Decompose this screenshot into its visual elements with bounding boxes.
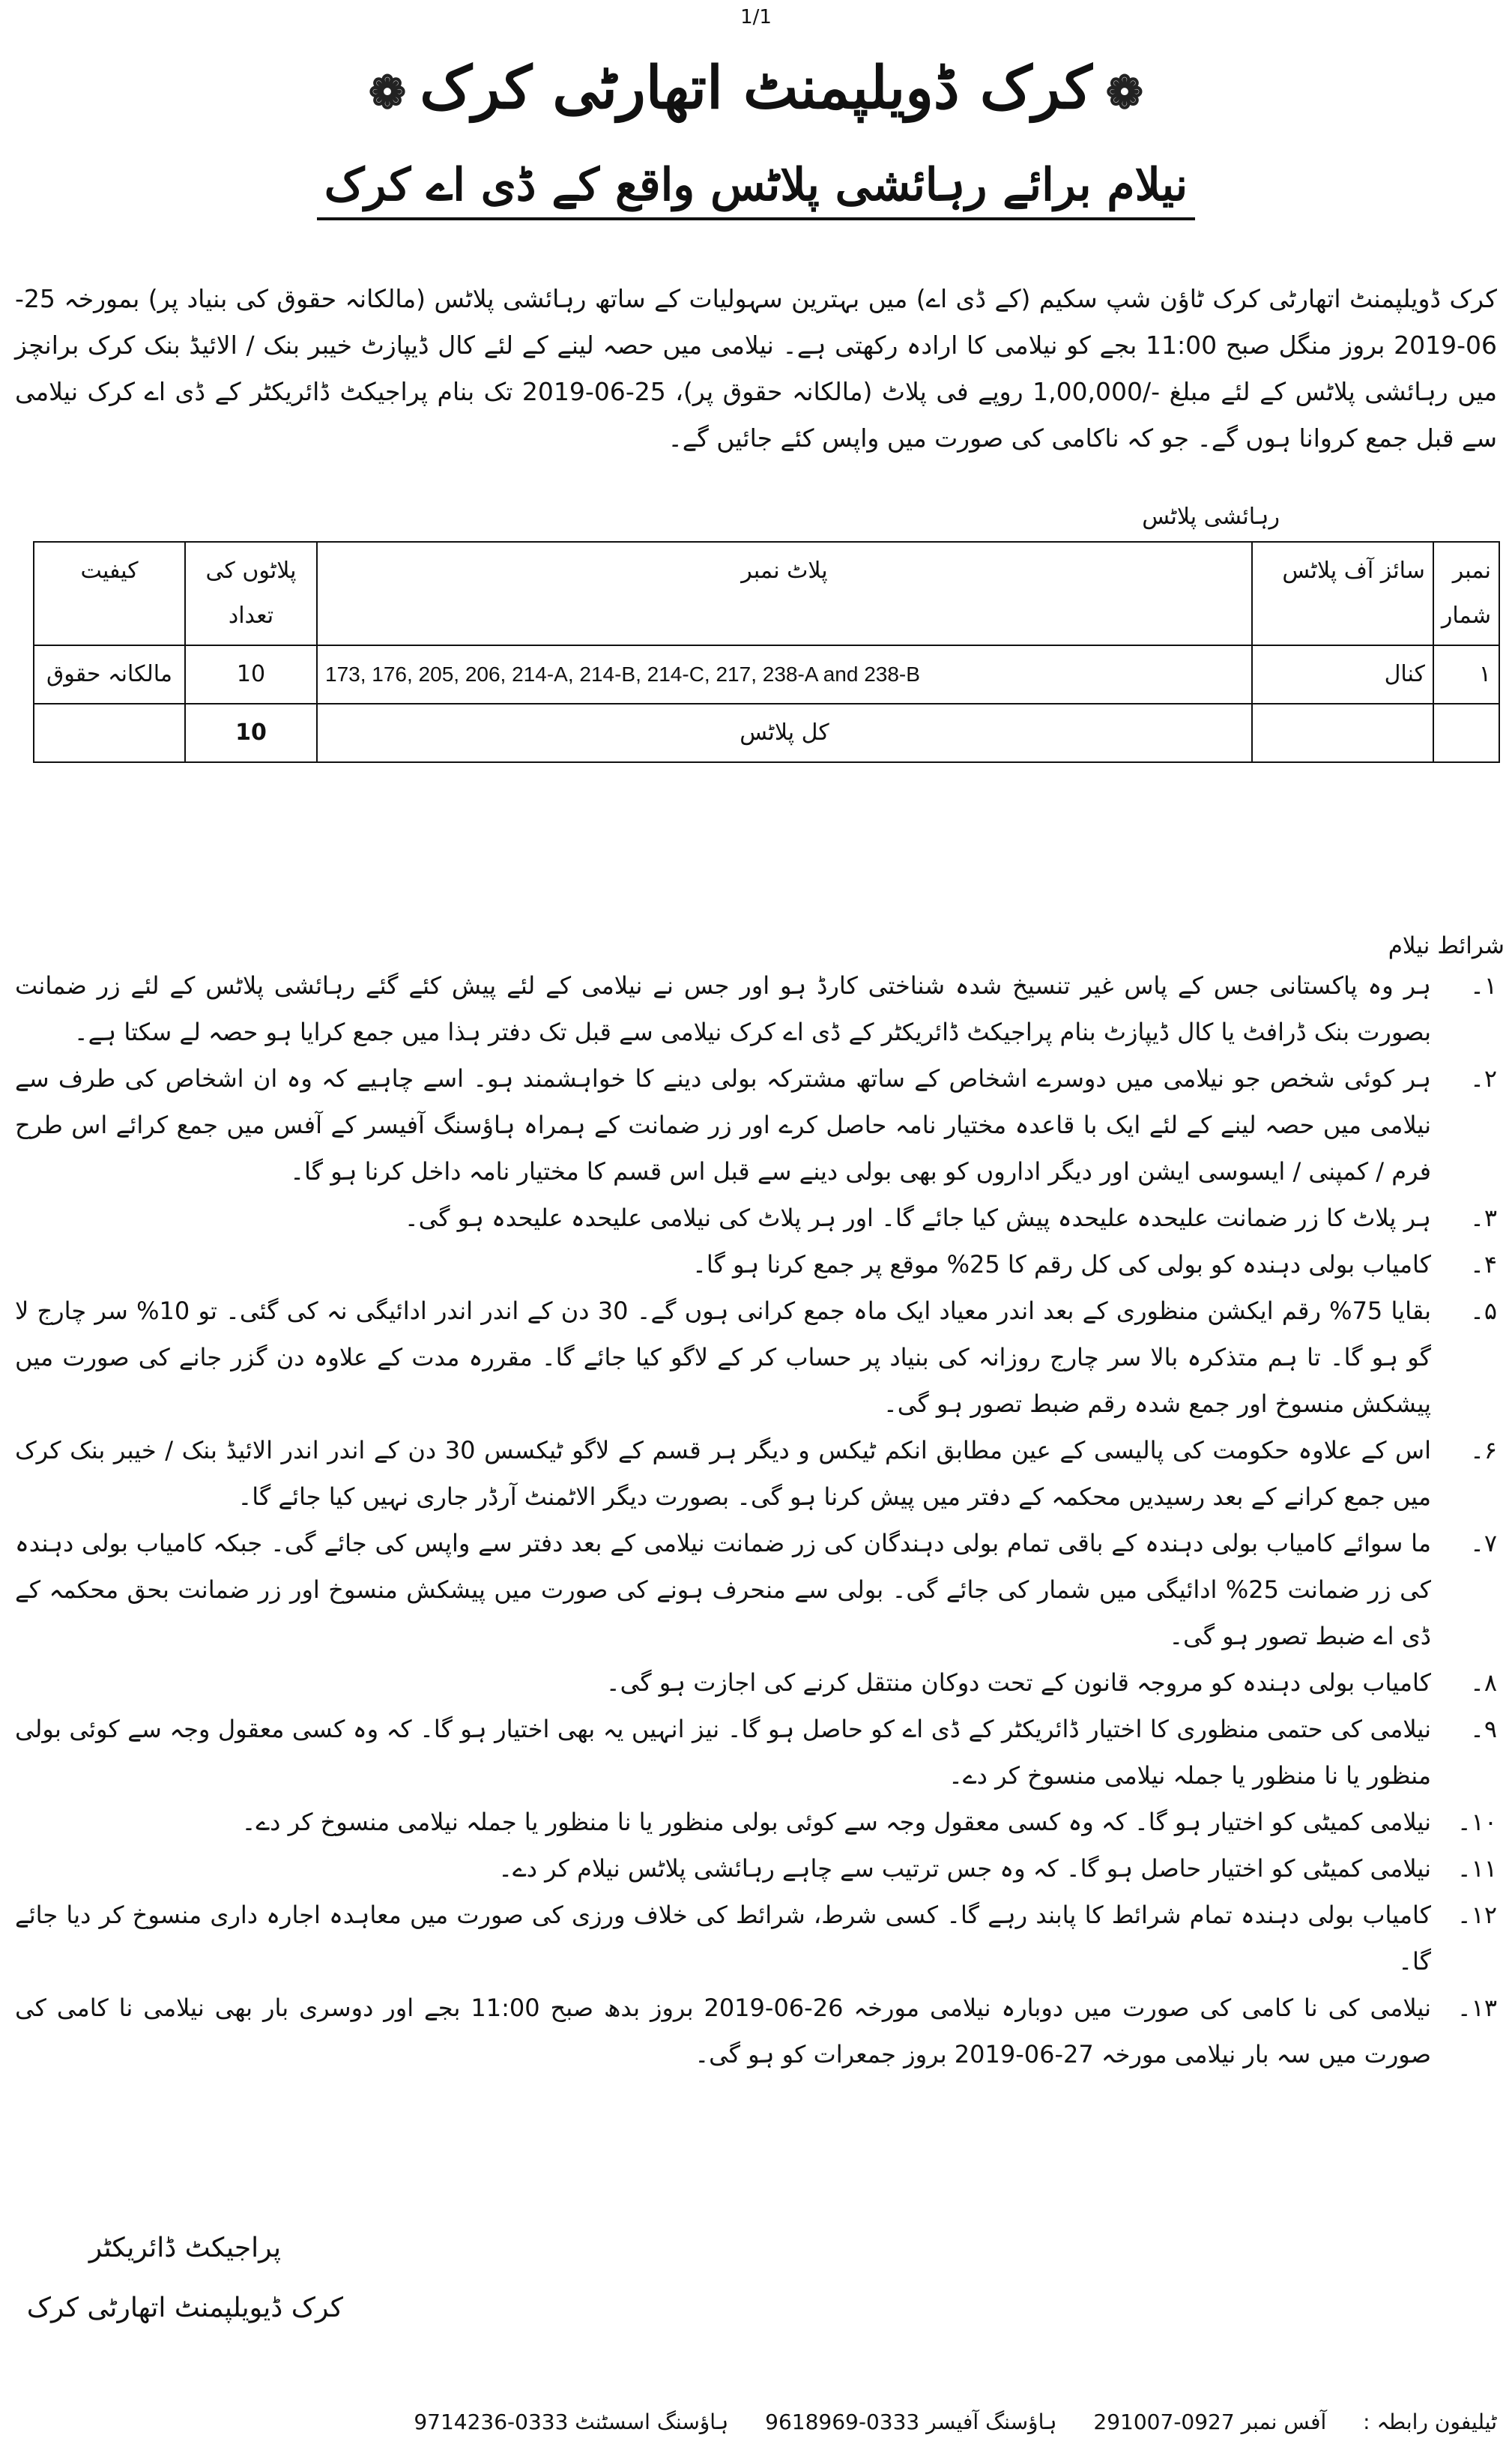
term-item [15, 1892, 1505, 1985]
table-row [34, 645, 1499, 704]
table-total-row [34, 704, 1499, 762]
term-text: نیلامی کمیٹی کو اختیار ہو گا۔ کہ وہ کسی معقول وجہ سے کوئی بولی منظور یا نا منظور یا جملہ نیلامی منسوخ کر دے۔ [241, 1808, 1431, 1836]
term-item [15, 1520, 1505, 1659]
cell-size: کنال [1252, 645, 1433, 704]
total-label: کل پلاٹس [317, 704, 1252, 762]
plots-table [33, 541, 1500, 763]
term-number: ۵۔ [1470, 1297, 1497, 1325]
table-caption: رہائشی پلاٹس [1142, 504, 1280, 530]
page-subtitle [0, 159, 1512, 211]
cell-empty [34, 704, 185, 762]
term-item [15, 1659, 1505, 1706]
term-text: بقایا 75% رقم ایکشن منظوری کے بعد اندر معیاد ایک ماہ جمع کرانی ہوں گے۔ 30 دن کے اندر اندر ادائیگی نہ کی گئی۔ تو 10% سر چارج لا گو ہو گا۔ تا ہم متذکرہ بالا سر چارج روزانہ کی بنیاد پر حساب کر کے لاگو کیا جائے گا۔ مقررہ مدت کے علاوہ دن گزر جانے کی صورت میں پیشکش منسوخ اور جمع شدہ رقم ضبط تصور ہو گی۔ [15, 1297, 1432, 1418]
term-item [15, 1799, 1505, 1845]
term-number: ۱۲۔ [1457, 1901, 1497, 1929]
term-number: ۱۰۔ [1457, 1808, 1497, 1836]
cell-plot-numbers: 173, 176, 205, 206, 214-A, 214-B, 214-C, 217, 238-A and 238-B [317, 645, 1252, 704]
term-text: نیلامی کی حتمی منظوری کا اختیار ڈائریکٹر کے ڈی اے کو حاصل ہو گا۔ نیز انہیں یہ بھی اختیار ہو گا۔ کہ وہ کسی معقول وجہ سے کوئی بولی منظور یا نا منظور یا جملہ نیلامی منسوخ کر دے۔ [15, 1715, 1431, 1790]
term-item [15, 1288, 1505, 1427]
term-item [15, 1055, 1505, 1195]
cell-status: مالکانہ حقوق [34, 645, 185, 704]
cell-empty [1433, 704, 1499, 762]
term-number: ۱۳۔ [1457, 1994, 1497, 2022]
header-serial: نمبر شمار [1433, 542, 1499, 645]
header-count: پلاٹوں کی تعداد [185, 542, 317, 645]
term-number: ۲۔ [1470, 1064, 1497, 1093]
header-size: سائز آف پلاٹس [1252, 542, 1433, 645]
term-item [15, 1706, 1505, 1799]
term-text: نیلامی کی نا کامی کی صورت میں دوبارہ نیلامی مورخہ 26-06-2019 بروز بدھ صبح 11:00 بجے اور دوسری بار بھی نیلامی نا کامی کی صورت میں سہ بار نیلامی مورخہ 27-06-2019 بروز جمعرات کو ہو گی۔ [15, 1994, 1432, 2069]
term-number: ۱۔ [1470, 971, 1497, 1000]
term-text: ہر پلاٹ کا زر ضمانت علیحدہ علیحدہ پیش کیا جائے گا۔ اور ہر پلاٹ کی نیلامی علیحدہ علیحدہ ہو گی۔ [404, 1204, 1431, 1232]
contact-housing-assistant: ہاؤسنگ اسسٹنٹ 0333-9714236 [414, 2410, 729, 2434]
term-text: ہر وہ پاکستانی جس کے پاس غیر تنسیخ شدہ شناختی کارڈ ہو اور جس نے نیلامی کے لئے پیش کئے گئے رہائشی پلاٹس کے لئے زر ضمانت بصورت بنک ڈرافٹ یا کال ڈیپازٹ بنام پراجیکٹ ڈائریکٹر کے ڈی اے کرک نیلامی سے قبل تک دفتر ہذا میں جمع کرایا ہو حصہ لے سکتا ہے۔ [15, 971, 1431, 1046]
header-status: کیفیت [34, 542, 185, 645]
term-number: ۶۔ [1470, 1436, 1497, 1464]
term-number: ۱۱۔ [1457, 1854, 1497, 1883]
terms-title: شرائط نیلام [1388, 932, 1505, 959]
contact-label: ٹیلیفون رابطہ : [1363, 2410, 1497, 2434]
ornament-icon: ❁ [368, 66, 407, 119]
term-item [15, 1845, 1505, 1892]
header-plot-numbers: پلاٹ نمبر [317, 542, 1252, 645]
term-item [15, 1985, 1505, 2078]
term-number: ۸۔ [1470, 1668, 1497, 1697]
term-text: اس کے علاوہ حکومت کی پالیسی کے عین مطابق انکم ٹیکس و دیگر ہر قسم کے لاگو ٹیکسس 30 دن کے اندر اندر الائیڈ بنک / خیبر بنک کرک میں جمع کرانے کے بعد رسیدیں محکمہ کے دفتر میں پیش کرنا ہو گی۔ بصورت دیگر الاٹمنٹ آرڈر جاری نہیں کیا جائے گا۔ [15, 1436, 1432, 1511]
term-item [15, 1195, 1505, 1241]
total-value: 10 [185, 704, 317, 762]
page-number: 1/1 [740, 6, 772, 28]
term-text: ہر کوئی شخص جو نیلامی میں دوسرے اشخاص کے ساتھ مشترکہ بولی دینے کا خواہشمند ہو۔ اسے چاہیے کہ وہ ان اشخاص کی طرف سے نیلامی میں حصہ لینے کے لئے ایک با قاعدہ مختیار نامہ حاصل کرے اور زر ضمانت کے ہمراہ ہاؤسنگ آفیسر کے آفس میں جمع کرائے اس طرح فرم / کمپنی / ایسوسی ایشن اور دیگر اداروں کو بھی بولی دینے سے قبل اس قسم کا مختیار نامہ داخل کرنا ہو گا۔ [15, 1064, 1432, 1186]
subtitle-text: نیلام برائے رہائشی پلاٹس واقع کے ڈی اے کرک [317, 159, 1195, 220]
term-item [15, 1241, 1505, 1288]
term-item [15, 962, 1505, 1055]
term-number: ۷۔ [1470, 1529, 1497, 1557]
cell-serial: ۱ [1433, 645, 1499, 704]
cell-empty [1252, 704, 1433, 762]
term-number: ۳۔ [1470, 1204, 1497, 1232]
table-header-row [34, 542, 1499, 645]
term-text: کامیاب بولی دہندہ کو بولی کی کل رقم کا 25% موقع پر جمع کرنا ہو گا۔ [692, 1250, 1431, 1279]
signature-title: پراجیکٹ ڈائریکٹر [88, 2233, 281, 2263]
signature-organization: کرک ڈیویلپمنٹ اتھارٹی کرک [26, 2293, 343, 2323]
contact-office: آفس نمبر 0927-291007 [1093, 2410, 1327, 2434]
intro-paragraph: کرک ڈویلپمنٹ اتھارٹی کرک ٹاؤن شپ سکیم (کے ڈی اے) میں بہترین سہولیات کے ساتھ رہائشی پلاٹس (مالکانہ حقوق کی بنیاد پر) بمورخہ 25-06-2019 بروز منگل صبح 11:00 بجے کو نیلامی کا ارادہ رکھتی ہے۔ نیلامی میں حصہ لینے کے لئے کال ڈیپازٹ خیبر بنک / الائیڈ بنک کرک برانچز میں رہائشی پلاٹس کے لئے مبلغ -/1,00,000 روپے فی پلاٹ (مالکانہ حقوق پر)، 25-06-2019 تک بنام پراجیکٹ ڈائریکٹر کے ڈی اے کرک نیلامی سے قبل جمع کروانا ہوں گے۔ جو کہ ناکامی کی صورت میں واپس کئے جائیں گے۔ [15, 284, 1498, 453]
term-item [15, 1427, 1505, 1520]
title-text: کرک ڈویلپمنٹ اتھارٹی کرک [420, 54, 1092, 122]
ornament-icon: ❁ [1105, 66, 1144, 119]
cell-count: 10 [185, 645, 317, 704]
term-number: ۹۔ [1470, 1715, 1497, 1743]
terms-list [15, 962, 1505, 2078]
page-title [0, 54, 1512, 122]
signature-block [27, 2218, 343, 2338]
term-text: کامیاب بولی دہندہ کو مروجہ قانون کے تحت دوکان منتقل کرنے کی اجازت ہو گی۔ [605, 1668, 1431, 1697]
contact-housing-officer: ہاؤسنگ آفیسر 0333-9618969 [765, 2410, 1057, 2434]
contact-line [15, 2410, 1497, 2434]
term-number: ۴۔ [1470, 1250, 1497, 1279]
term-text: نیلامی کمیٹی کو اختیار حاصل ہو گا۔ کہ وہ جس ترتیب سے چاہے رہائشی پلاٹس نیلام کر دے۔ [498, 1854, 1431, 1883]
term-text: کامیاب بولی دہندہ تمام شرائط کا پابند رہے گا۔ کسی شرط، شرائط کی خلاف ورزی کی صورت میں معاہدہ اجارہ داری منسوخ کر دیا جائے گا۔ [15, 1901, 1431, 1976]
term-text: ما سوائے کامیاب بولی دہندہ کے باقی تمام بولی دہندگان کی زر ضمانت نیلامی کے بعد دفتر سے واپس کی جائے گی۔ جبکہ کامیاب بولی دہندہ کی زر ضمانت 25% ادائیگی میں شمار کی جائے گی۔ بولی سے منحرف ہونے کی صورت میں پیشکش منسوخ اور زر ضمانت بحق محکمہ کے ڈی اے ضبط تصور ہو گی۔ [15, 1529, 1432, 1650]
